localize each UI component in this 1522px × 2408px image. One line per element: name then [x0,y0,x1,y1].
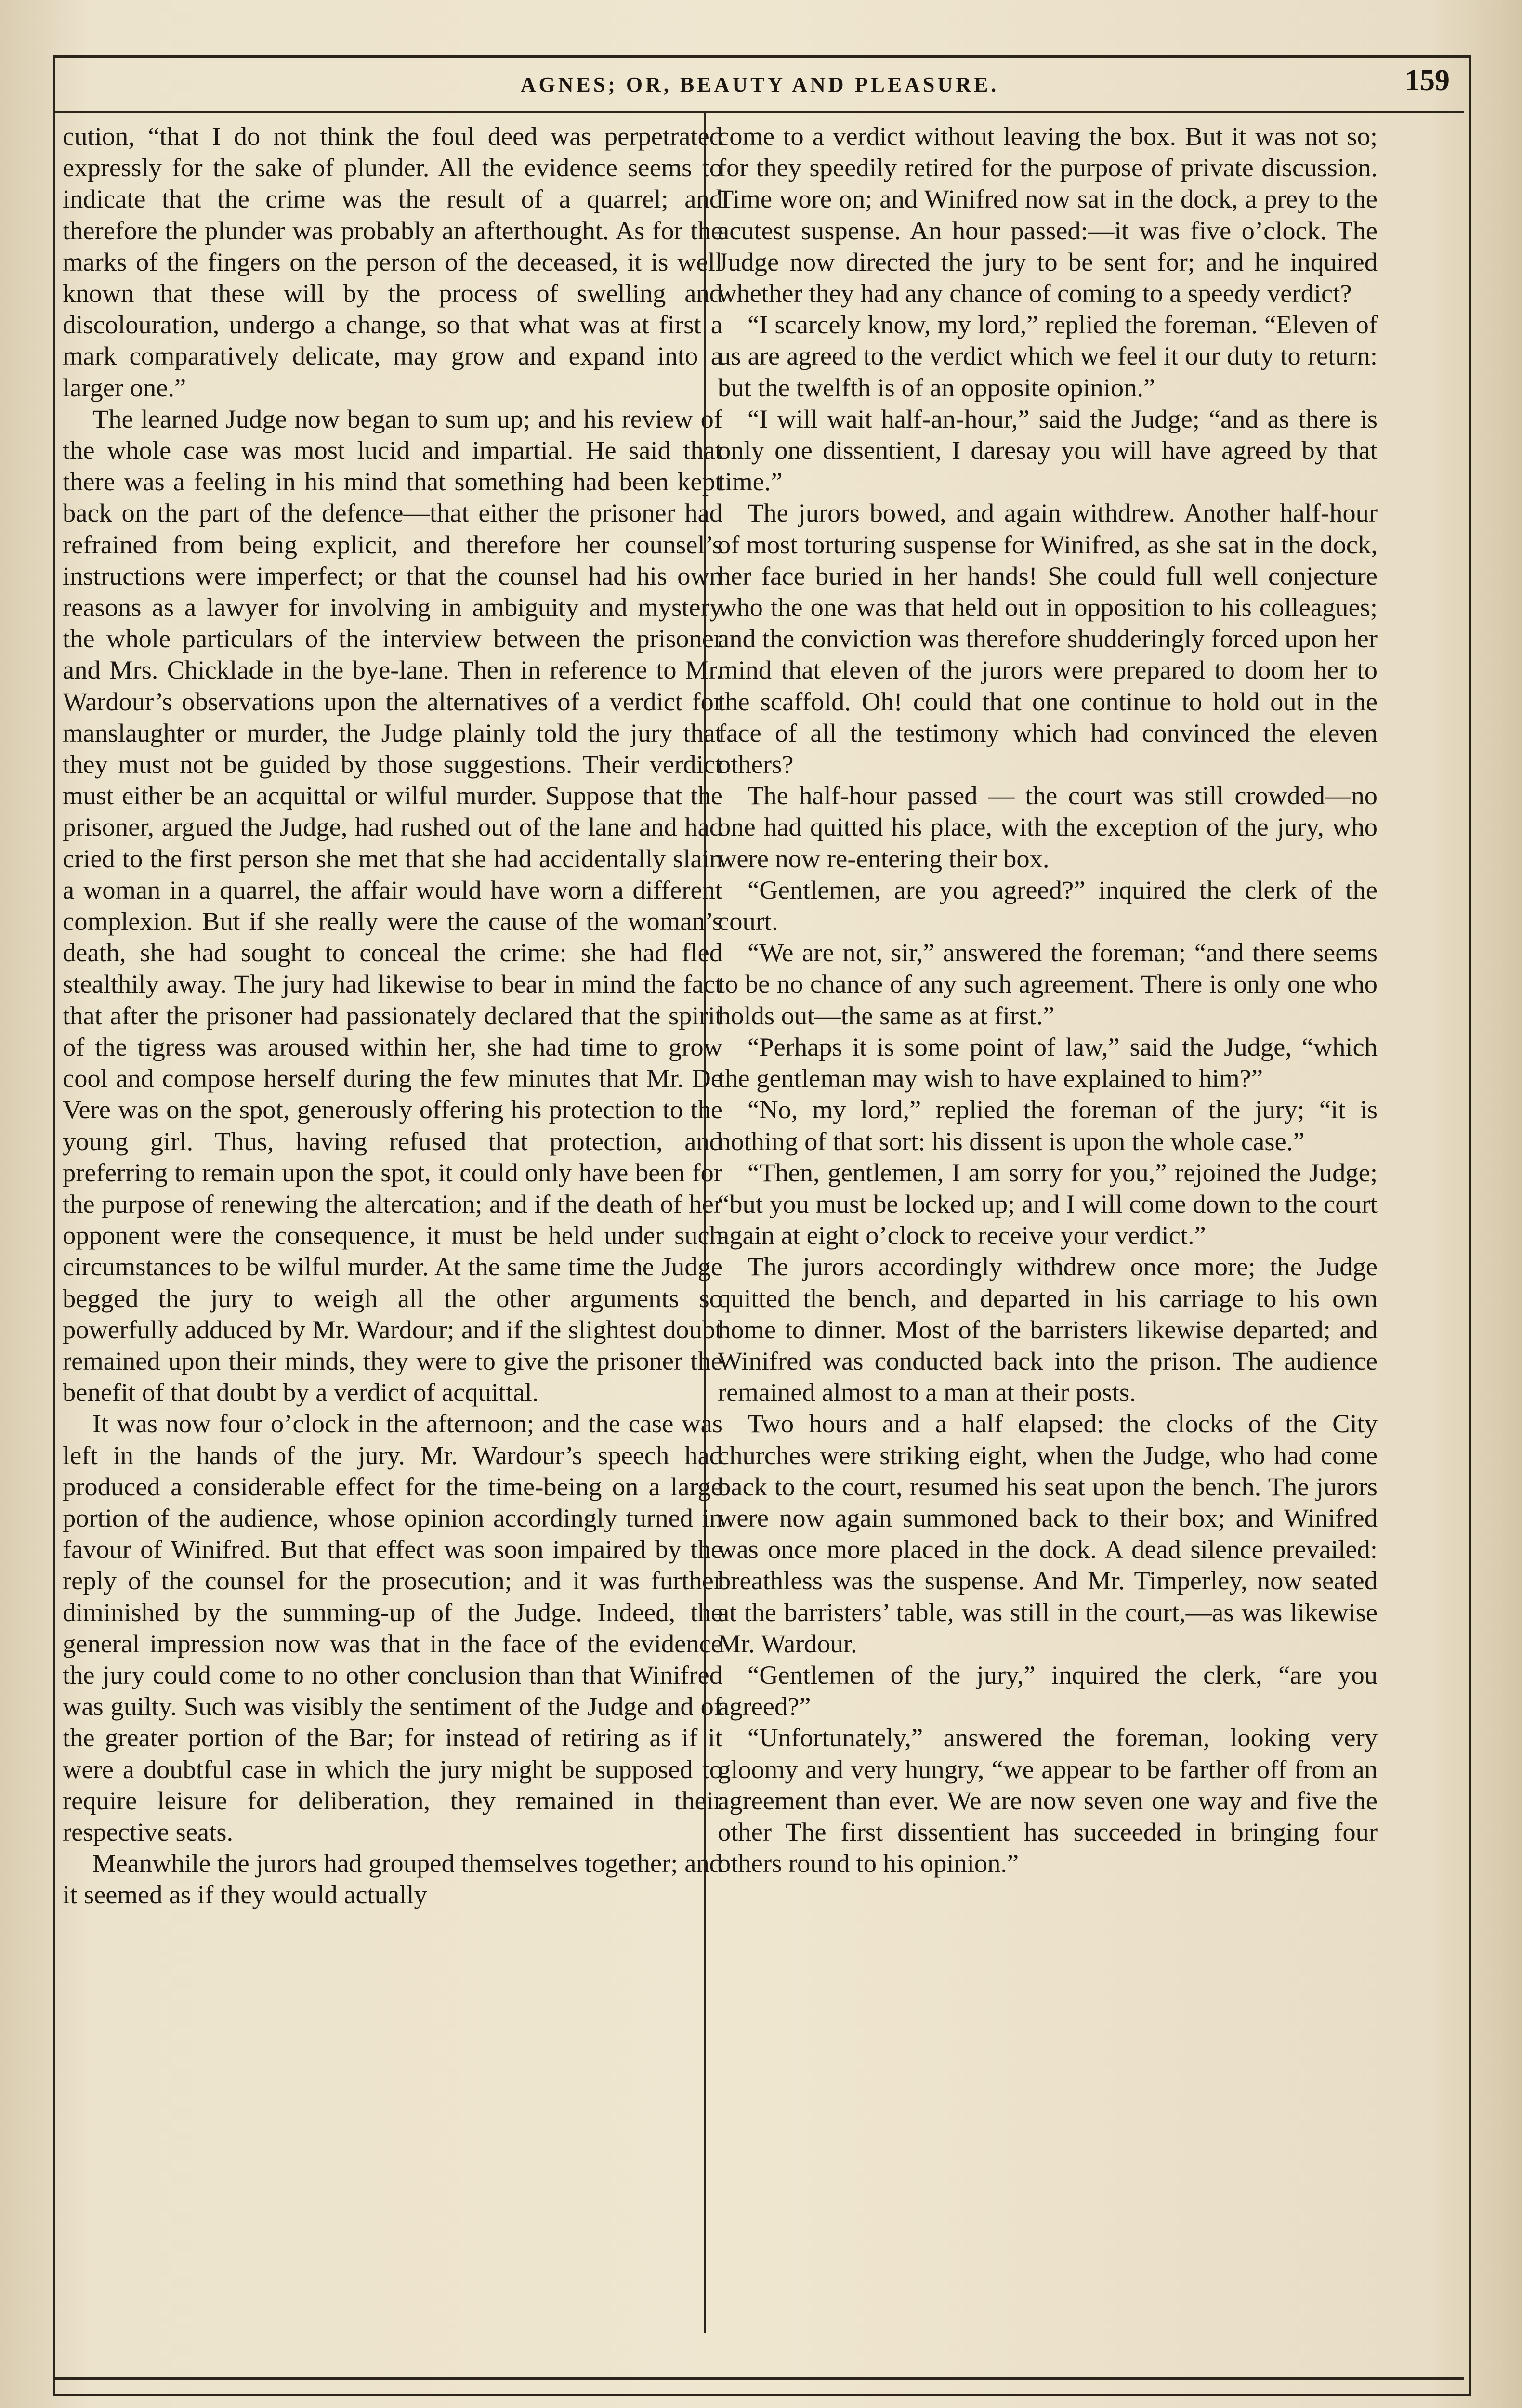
paragraph: Meanwhile the jurors had grouped themselves together; and it seemed as if they would actually [63,1848,722,1910]
bottom-rule [55,2377,1464,2380]
paragraph: “Unfortunately,” answered the foreman, looking very gloomy and very hungry, “we appear to be farther off from an agreement than ever. We are now seven one way and five the other The first dissentient has succeeded in bringing four others round to his opinion.” [718,1723,1378,1878]
paragraph: “No, my lord,” replied the foreman of the jury; “it is nothing of that sort: his dissent is upon the whole case.” [718,1095,1378,1156]
paragraph: The half-hour passed — the court was still crowded—no one had quitted his place, with the exception of the jury, who were now re-entering their box. [718,781,1378,873]
running-title: AGNES; OR, BEAUTY AND PLEASURE. [520,73,999,96]
paragraph: The jurors bowed, and again withdrew. Another half-hour of most torturing suspense for Winifred, as she sat in the dock, her face buried in her hands! She could full well conjecture who the one was that held out in opposition to his colleagues; and the conviction was therefore shudderingly forced upon her mind that eleven of the jurors were prepared to doom her to the scaffold. Oh! could that one continue to hold out in the face of all the testimony which had convinced the eleven others? [718,498,1378,779]
page-header [55,58,1464,113]
paragraph: The jurors accordingly withdrew once more; the Judge quitted the bench, and departed in his carriage to his own home to dinner. Most of the barristers likewise departed; and Winifred was conducted back into the prison. The audience remained almost to a man at their posts. [718,1252,1378,1407]
paragraph: cution, “that I do not think the foul deed was perpetrated expressly for the sake of plunder. All the evidence seems to indicate that the crime was the result of a quarrel; and therefore the plunder was probably an afterthought. As for the marks of the fingers on the person of the deceased, it is well known that these will by the process of swelling and discolouration, undergo a change, so that what was at first a mark comparatively delicate, may grow and expand into a larger one.” [63,121,722,402]
page-number: 159 [1405,64,1450,97]
paragraph: “Perhaps it is some point of law,” said the Judge, “which the gentleman may wish to have explained to him?” [718,1032,1378,1093]
paragraph: Two hours and a half elapsed: the clocks of the City churches were striking eight, when the Judge, who had come back to the court, resumed his seat upon the bench. The jurors were now again summoned back to their box; and Winifred was once more placed in the dock. A dead silence prevailed: breathless was the suspense. And Mr. Timperley, now seated at the barristers’ table, was still in the court,—as was likewise Mr. Wardour. [718,1409,1378,1658]
paragraph: “Gentlemen of the jury,” inquired the clerk, “are you agreed?” [718,1660,1378,1721]
paragraph: The learned Judge now began to sum up; and his review of the whole case was most lucid and impartial. He said that there was a feeling in his mind that something had been kept back on the part of the defence—that either the prisoner had refrained from being explicit, and therefore her counsel’s instructions were imperfect; or that the counsel had his own reasons as a lawyer for involving in ambiguity and mystery the whole particulars of the interview between the prisoner and Mrs. Chicklade in the bye-lane. Then in reference to Mr. Wardour’s observations upon the alternatives of a verdict for manslaughter or murder, the Judge plainly told the jury that they must not be guided by those suggestions. Their verdict must either be an acquittal or wilful murder. Suppose that the prisoner, argued the Judge, had rushed out of the lane and had cried to the first person she met that she had accidentally slain a woman in a quarrel, the affair would have worn a different complexion. But if she really were the cause of the woman’s death, she had sought to conceal the crime: she had fled stealthily away. The jury had likewise to bear in mind the fact that after the prisoner had passionately declared that the spirit of the tigress was aroused within her, she had time to grow cool and compose herself during the few minutes that Mr. De Vere was on the spot, generously offering his protection to the young girl. Thus, having refused that protection, and preferring to remain upon the spot, it could only have been for the purpose of renewing the altercation; and if the death of her opponent were the consequence, it must be held under such circumstances to be wilful murder. At the same time the Judge begged the jury to weigh all the other arguments so powerfully adduced by Mr. Wardour; and if the slightest doubt remained upon their minds, they were to give the prisoner the benefit of that doubt by a verdict of acquittal. [63,404,722,1407]
right-column [718,120,1378,1879]
paragraph: “I will wait half-an-hour,” said the Judge; “and as there is only one dissentient, I daresay you will have agreed by that time.” [718,404,1378,497]
paragraph: “Gentlemen, are you agreed?” inquired the clerk of the court. [718,875,1378,936]
paragraph: “Then, gentlemen, I am sorry for you,” rejoined the Judge; “but you must be locked up; and I will come down to the court again at eight o’clock to receive your verdict.” [718,1157,1378,1250]
paragraph: It was now four o’clock in the afternoon; and the case was left in the hands of the jury. Mr. Wardour’s speech had produced a considerable effect for the time-being on a large portion of the audience, whose opinion accordingly turned in favour of Winifred. But that effect was soon impaired by the reply of the counsel for the prosecution; and it was further diminished by the summing-up of the Judge. Indeed, the general impression now was that in the face of the evidence the jury could come to no other conclusion than that Winifred was guilty. Such was visibly the sentiment of the Judge and of the greater portion of the Bar; for instead of retiring as if it were a doubtful case in which the jury might be supposed to require leisure for deliberation, they remained in their respective seats. [63,1409,722,1846]
paragraph: “I scarcely know, my lord,” replied the foreman. “Eleven of us are agreed to the verdict which we feel it our duty to return: but the twelfth is of an opposite opinion.” [718,310,1378,402]
paragraph: come to a verdict without leaving the box. But it was not so; for they speedily retired for the purpose of private discussion. Time wore on; and Winifred now sat in the dock, a prey to the acutest suspense. An hour passed:—it was five o’clock. The Judge now directed the jury to be sent for; and he inquired whether they had any chance of coming to a speedy verdict? [718,121,1378,308]
left-column [63,120,722,1911]
paragraph: “We are not, sir,” answered the foreman; “and there seems to be no chance of any such agreement. There is only one who holds out—the same as at first.” [718,938,1378,1030]
